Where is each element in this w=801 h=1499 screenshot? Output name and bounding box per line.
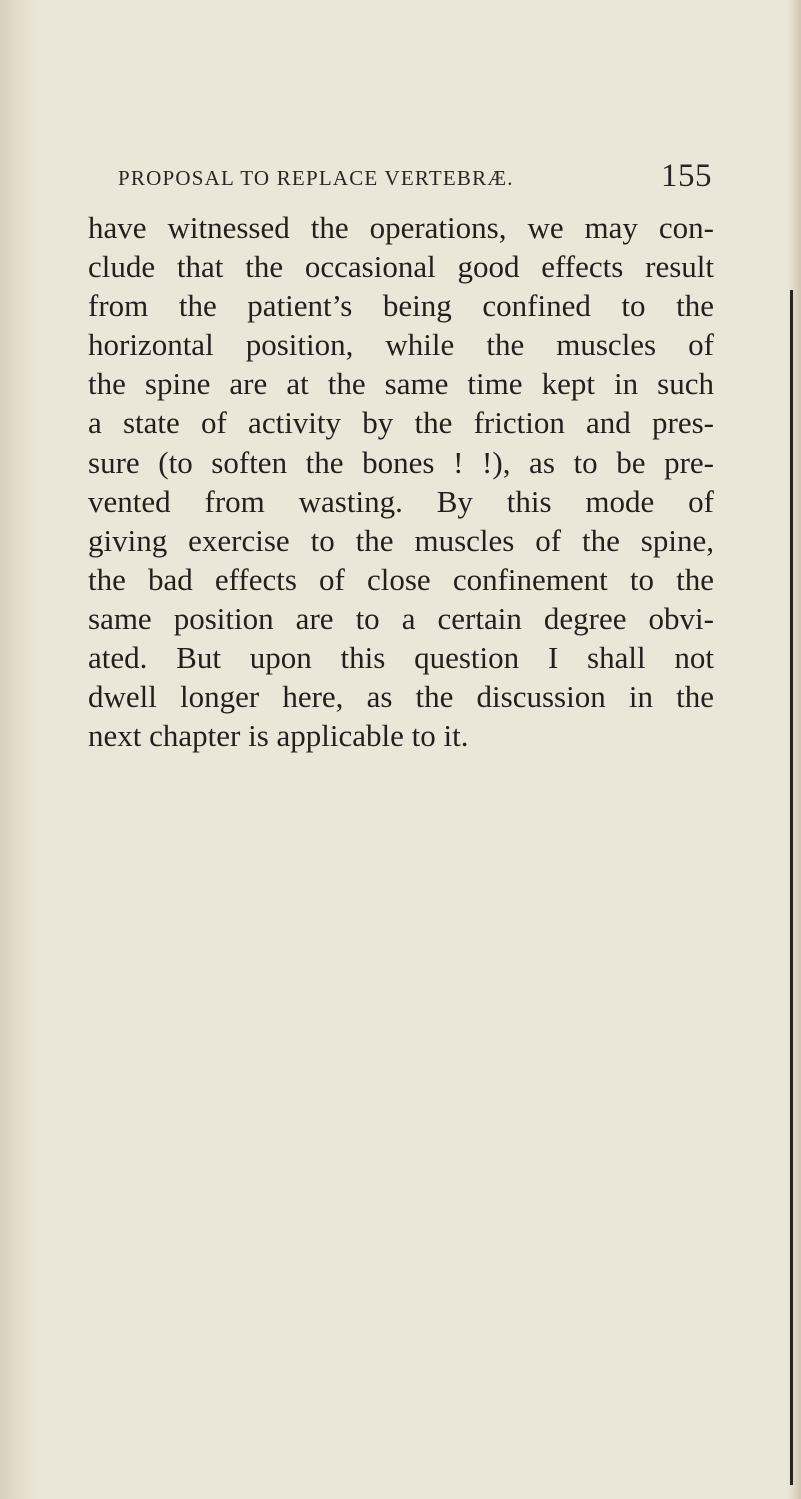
text-line: giving exercise to the muscles of the spine,: [88, 522, 714, 558]
page-number: 155: [661, 158, 712, 194]
text-line: from the patient’s being confined to the: [88, 288, 714, 324]
text-line: next chapter is applicable to it.: [88, 718, 469, 754]
text-line: ated. But upon this question I shall not: [88, 640, 714, 676]
running-title: PROPOSAL TO REPLACE VERTEBRÆ.: [118, 166, 514, 190]
page-gutter-shadow: [0, 0, 38, 1499]
page-edge-rule: [790, 290, 793, 1485]
text-line: a state of activity by the friction and pres-: [88, 405, 714, 441]
body-paragraph: [88, 208, 714, 755]
text-line: have witnessed the operations, we may con-: [88, 210, 714, 245]
text-line: horizontal position, while the muscles of: [88, 327, 714, 363]
text-line: dwell longer here, as the discussion in the: [88, 679, 714, 715]
text-line: vented from wasting. By this mode of: [88, 483, 714, 519]
text-line: clude that the occasional good effects result: [88, 249, 714, 285]
text-line: the spine are at the same time kept in such: [88, 366, 714, 402]
running-header: [118, 158, 712, 198]
text-line: same position are to a certain degree obvi-: [88, 600, 714, 636]
text-line: the bad effects of close confinement to the: [88, 561, 714, 597]
text-line: sure (to soften the bones ! !), as to be pre-: [88, 444, 714, 480]
